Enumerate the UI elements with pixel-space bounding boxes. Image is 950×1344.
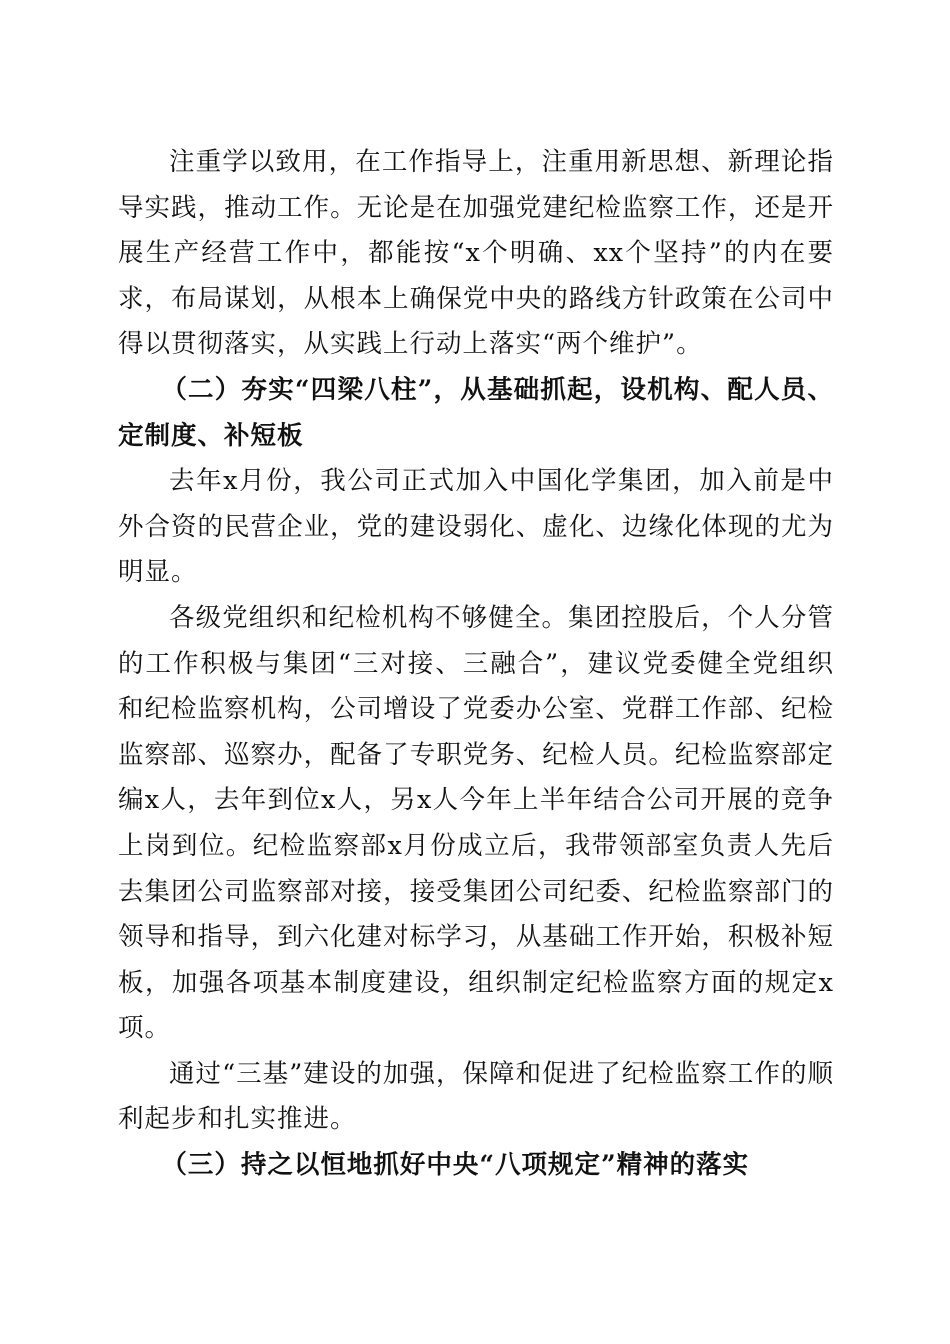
section-heading: （三）持之以恒地抓好中央“八项规定”精神的落实: [161, 1150, 750, 1181]
body-paragraph: 注重学以致用，在工作指导上，注重用新思想、新理论指导实践，推动工作。无论是在加强党建纪检监察工作，还是开展生产经营工作中，都能按“x个明确、xx个坚持”的内在要求，布局谋划，从根本上确保党中央的路线方针政策在公司中得以贯彻落实，从实践上行动上落实“两个维护”。: [118, 147, 834, 360]
document-body: [118, 140, 834, 1189]
body-paragraph: 去年x月份，我公司正式加入中国化学集团，加入前是中外合资的民营企业，党的建设弱化、虚化、边缘化体现的尤为明显。: [118, 466, 834, 588]
body-paragraph: 通过“三基”建设的加强，保障和促进了纪检监察工作的顺利起步和扎实推进。: [118, 1058, 834, 1135]
section-heading: （二）夯实“四梁八柱”，从基础抓起，设机构、配人员、定制度、补短板: [118, 374, 834, 451]
body-paragraph: 各级党组织和纪检机构不够健全。集团控股后，个人分管的工作积极与集团“三对接、三融合”，建议党委健全党组织和纪检监察机构，公司增设了党委办公室、党群工作部、纪检监察部、巡察办，配备了专职党务、纪检人员。纪检监察部定编x人，去年到位x人，另x人今年上半年结合公司开展的竞争上岗到位。纪检监察部x月份成立后，我带领部室负责人先后去集团公司监察部对接，接受集团公司纪委、纪检监察部门的领导和指导，到六化建对标学习，从基础工作开始，积极补短板，加强各项基本制度建设，组织制定纪检监察方面的规定x项。: [118, 602, 834, 1044]
